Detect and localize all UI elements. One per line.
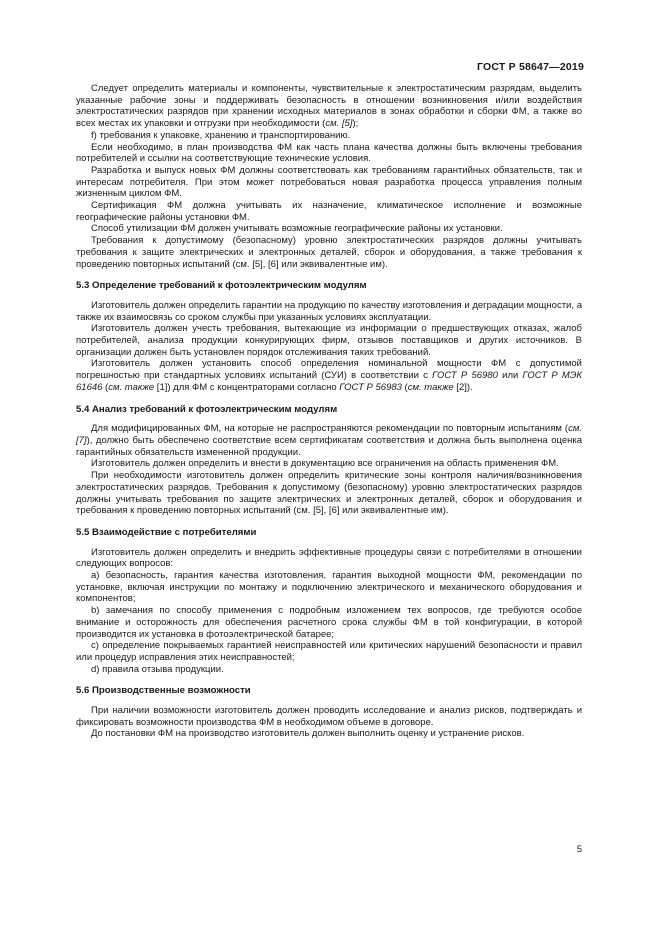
paragraph: Следует определить материалы и компоненты, чувствительные к электростатическим разрядам, выделить указанные рабочие зоны и поддерживать безопасность в отношении возникновения и/или воздействия электростатических разрядов при хранении исходных материалов в зонах обработки и сборки ФМ, а также во всех местах их упаковки и отгрузки при необходимости (см. [5]); xyxy=(76,83,582,130)
page-number: 5 xyxy=(576,844,582,855)
list-item: f) требования к упаковке, хранению и транспортированию. xyxy=(91,129,351,141)
paragraph: Изготовитель должен определить гарантии на продукцию по качеству изготовления и деградации мощности, а также их взаимосвязь со сроком службы при указанных условиях эксплуатации. xyxy=(76,299,582,323)
list-item: d) правила отзыва продукции. xyxy=(91,663,224,675)
paragraph: Изготовитель должен учесть требования, вытекающие из информации о предшествующих отказах, жалоб потребителей, анализа продукции конкурирующих фирм, отзывов поставщиков и других источников. В организации должен быть установлен порядок отслеживания таких требований. xyxy=(76,323,582,358)
section-heading-5-5: 5.5 Взаимодействие с потребителями xyxy=(76,526,257,538)
paragraph: Требования к допустимому (безопасному) уровню электростатических разрядов должны учитывать требования к защите электрических и электронных деталей, сборок и оборудования, а также требования к проведению повторных испытаний (см. [5], [6] или эквивалентные им). xyxy=(76,235,582,270)
list-item: а) безопасность, гарантия качества изготовления, гарантия выходной мощности ФМ, рекомендации по установке, включая инструкции по монтажу и подключению электрического и механического оборудования и компонентов; xyxy=(76,570,582,605)
page-content xyxy=(76,83,582,740)
list-item: b) замечания по способу применения с подробным изложением тех вопросов, где требуются особое внимание и осторожность для обеспечения расчетного срока службы ФМ в той конфигурации, в которой производится их установка в фотоэлектрической батарее; xyxy=(76,605,582,640)
paragraph: Изготовитель должен определить и внедрить эффективные процедуры связи с потребителями в отношении следующих вопросов: xyxy=(76,546,582,570)
paragraph: Изготовитель должен определить и внести в документацию все ограничения на область применения ФМ. xyxy=(91,458,559,470)
paragraph: Для модифицированных ФМ, на которые не распространяются рекомендации по повторным испытаниям (см. [7]), должно быть обеспечено соответствие всем сертификатам соответствия и должна быть выполнена оценка гарантийных обязательств измененной продукции. xyxy=(76,423,582,458)
section-heading-5-6: 5.6 Производственные возможности xyxy=(76,685,251,697)
paragraph: До постановки ФМ на производство изготовитель должен выполнить оценку и устранение рисков. xyxy=(91,728,525,740)
paragraph: Изготовитель должен установить способ определения номинальной мощности ФМ с допустимой погрешностью при стандартных условиях испытаний (СУИ) в соответствии с ГОСТ Р 56980 или ГОСТ Р МЭК 61646 (см. также [1]) для ФМ с концентраторами согласно ГОСТ Р 56983 (см. также [2]). xyxy=(76,358,583,393)
section-heading-5-4: 5.4 Анализ требований к фотоэлектрическим модулям xyxy=(76,403,338,415)
section-heading-5-3: 5.3 Определение требований к фотоэлектрическим модулям xyxy=(76,280,367,292)
list-item: c) определение покрываемых гарантией неисправностей или критических нарушений безопасности и правил или процедур исправления этих неисправностей; xyxy=(76,640,582,663)
paragraph: При наличии возможности изготовитель должен проводить исследование и анализ рисков, подтверждать и фиксировать возможности производства ФМ в необходимом объеме в договоре. xyxy=(76,705,582,728)
paragraph: Сертификация ФМ должна учитывать их назначение, климатическое исполнение и возможные географические районы установки ФМ. xyxy=(76,200,582,223)
paragraph: Если необходимо, в план производства ФМ как часть плана качества должны быть включены требования потребителей и ссылки на соответствующие технические условия. xyxy=(76,141,582,165)
paragraph: Разработка и выпуск новых ФМ должны соответствовать как требованиям гарантийных обязательств, так и интересам потребителя. При этом может потребоваться новая разработка процесса управления полным жизненным циклом ФМ. xyxy=(76,164,582,200)
document-code: ГОСТ Р 58647—2019 xyxy=(476,61,584,73)
paragraph: При необходимости изготовитель должен определить критические зоны контроля наличия/возникновения электростатических разрядов. Требования к допустимому (безопасному) уровню электростатических разрядов должны учитывать требования по защите электрических и электронных деталей, сборок и оборудования и требования к проведению повторных испытаний (см. [5], [6] или эквивалентные им). xyxy=(76,470,582,517)
paragraph: Способ утилизации ФМ должен учитывать возможные географические районы их установки. xyxy=(91,223,503,235)
